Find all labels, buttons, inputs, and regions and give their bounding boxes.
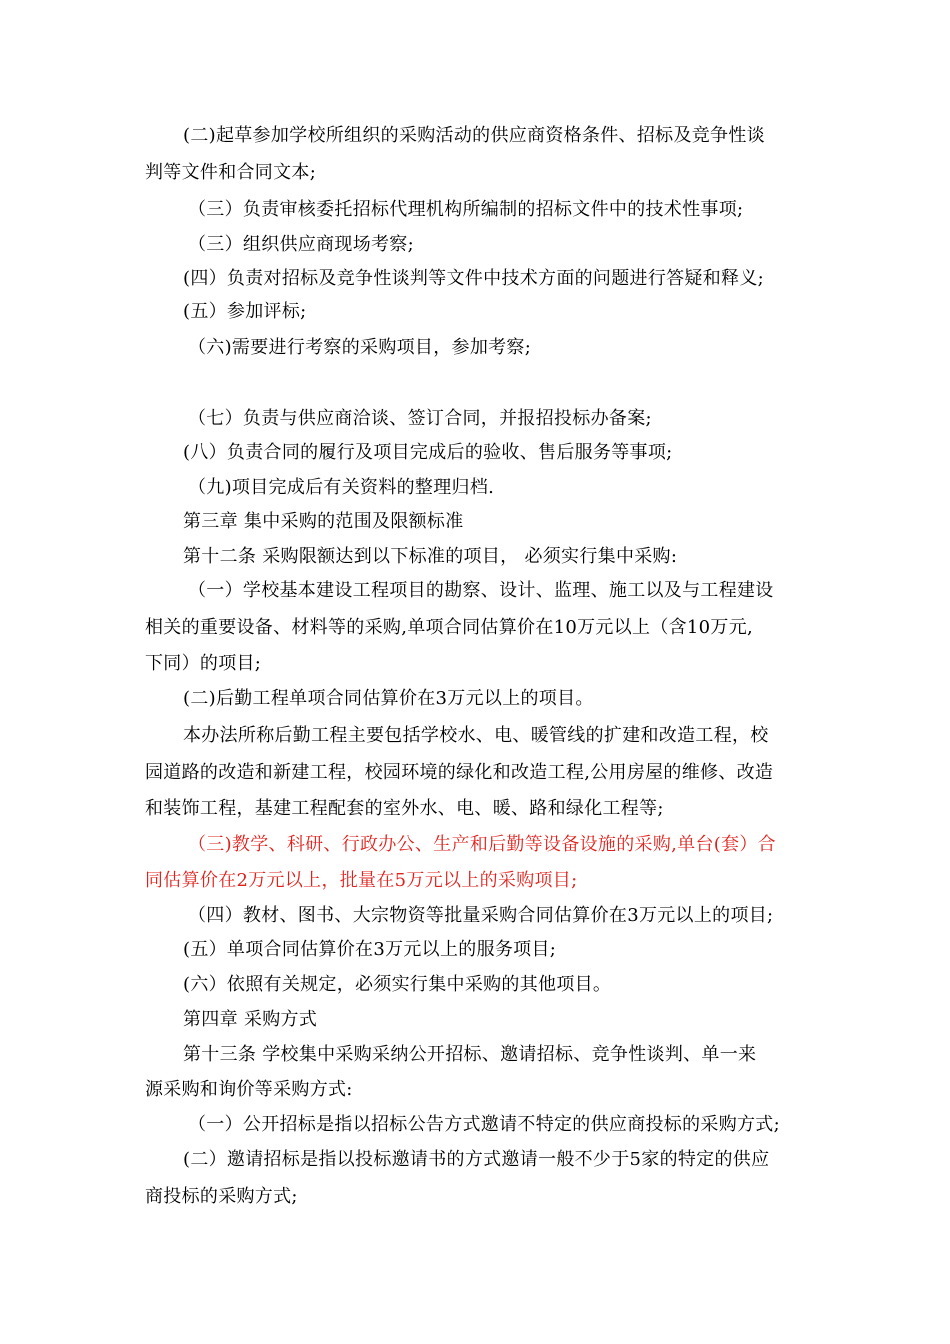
clause-item-9-archiving: （九)项目完成后有关资料的整理归档. <box>188 477 495 498</box>
chapter-4-heading: 第四章 采购方式 <box>183 1009 318 1030</box>
article-13-heading-cont: 源采购和询价等采购方式: <box>145 1079 353 1100</box>
clause-item-2-draft-documents-cont: 判等文件和合同文本; <box>145 162 317 183</box>
article-12-item-6: (六）依照有关规定，必须实行集中采购的其他项目。 <box>183 974 612 995</box>
article-12-item-3-highlighted: （三)教学、科研、行政办公、生产和后勤等设备设施的采购,单台(套）合 <box>188 834 776 855</box>
article-13-item-2: (二）邀请招标是指以投标邀请书的方式邀请一般不少于5家的特定的供应 <box>183 1149 770 1170</box>
article-12-heading: 第十二条 采购限额达到以下标准的项目， 必须实行集中采购: <box>183 546 678 567</box>
clause-item-4-answer-questions: (四）负责对招标及竞争性谈判等文件中技术方面的问题进行答疑和释义; <box>183 268 764 289</box>
article-12-item-4: （四）教材、图书、大宗物资等批量采购合同估算价在3万元以上的项目; <box>188 905 774 926</box>
logistics-definition-cont: 园道路的改造和新建工程，校园环境的绿化和改造工程,公用房屋的维修、改造 <box>145 762 774 783</box>
article-12-item-1: （一）学校基本建设工程项目的勘察、设计、监理、施工以及与工程建设 <box>188 580 774 601</box>
article-13-item-2-cont: 商投标的采购方式; <box>145 1186 298 1207</box>
clause-item-3-review-technical: （三）负责审核委托招标代理机构所编制的招标文件中的技术性事项; <box>188 199 744 220</box>
clause-item-2-draft-documents: (二)起草参加学校所组织的采购活动的供应商资格条件、招标及竞争性谈 <box>183 125 765 146</box>
clause-item-6-inspection: （六)需要进行考察的采购项目，参加考察; <box>188 337 532 358</box>
article-12-item-2: (二)后勤工程单项合同估算价在3万元以上的项目。 <box>183 688 594 709</box>
clause-item-3-site-inspection: （三）组织供应商现场考察; <box>188 234 414 255</box>
clause-item-8-contract-performance: (八）负责合同的履行及项目完成后的验收、售后服务等事项; <box>183 442 673 463</box>
article-12-item-5: (五）单项合同估算价在3万元以上的服务项目; <box>183 939 557 960</box>
article-13-item-1: （一）公开招标是指以招标公告方式邀请不特定的供应商投标的采购方式; <box>188 1114 780 1135</box>
article-13-heading: 第十三条 学校集中采购采纳公开招标、邀请招标、竞争性谈判、单一来 <box>183 1044 757 1065</box>
clause-item-5-bid-evaluation: (五）参加评标; <box>183 301 307 322</box>
chapter-3-heading: 第三章 集中采购的范围及限额标准 <box>183 511 464 532</box>
clause-item-7-negotiate-contract: （七）负责与供应商洽谈、签订合同，并报招投标办备案; <box>188 408 652 429</box>
logistics-definition-cont-2: 和装饰工程，基建工程配套的室外水、电、暖、路和绿化工程等; <box>145 798 664 819</box>
article-12-item-1-cont: 相关的重要设备、材料等的采购,单项合同估算价在10万元以上（含10万元, <box>145 617 754 638</box>
logistics-definition: 本办法所称后勤工程主要包括学校水、电、暖管线的扩建和改造工程，校 <box>183 725 769 746</box>
article-12-item-1-cont-2: 下同）的项目; <box>145 653 262 674</box>
article-12-item-3-highlighted-cont: 同估算价在2万元以上，批量在5万元以上的采购项目; <box>145 870 578 891</box>
